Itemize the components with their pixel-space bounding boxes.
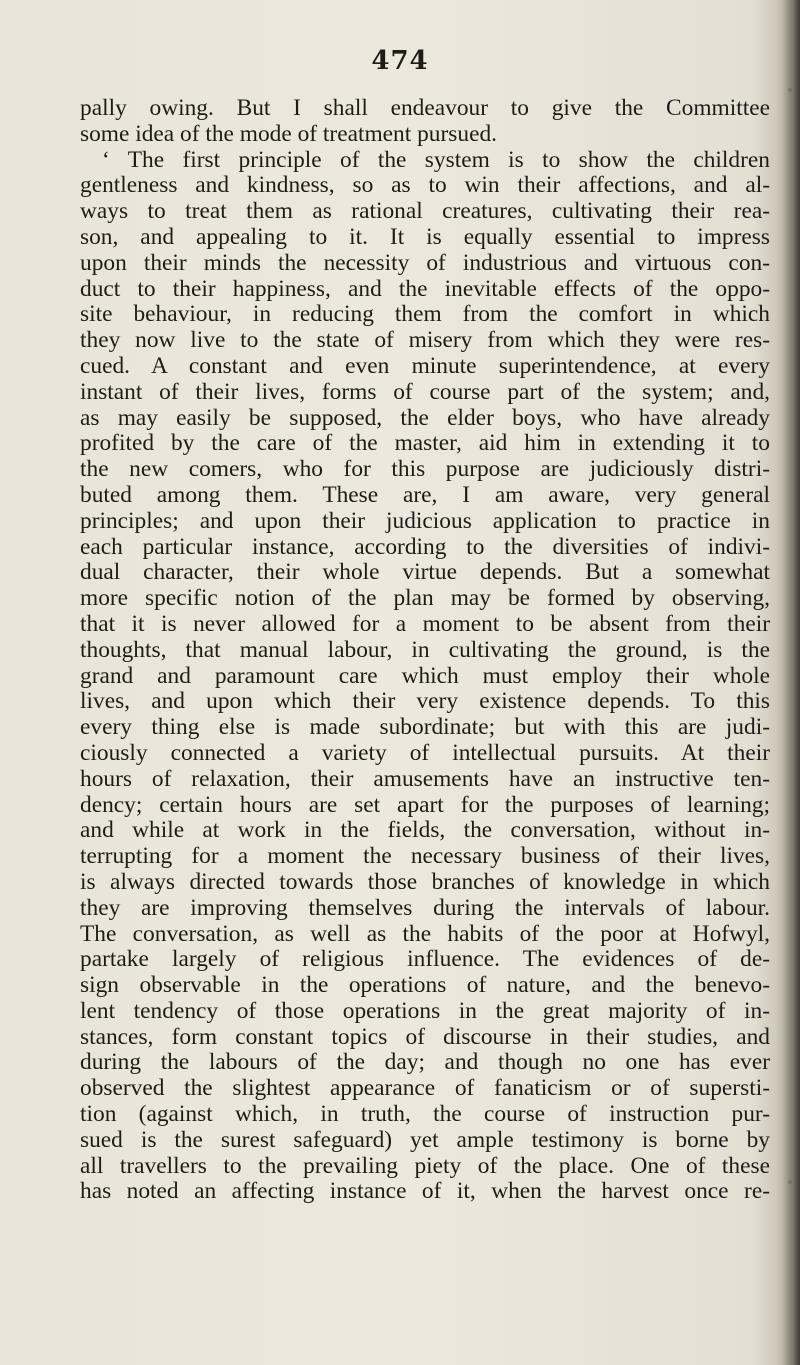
text-line: dency; certain hours are set apart for the purposes of learning; — [80, 792, 770, 818]
text-line: tion (against which, in truth, the course of instruction pur- — [80, 1102, 770, 1128]
text-line: cued. A constant and even minute superintendence, at every — [80, 353, 770, 379]
text-line: and while at work in the fields, the conversation, without in- — [80, 818, 770, 844]
text-line: lent tendency of those operations in the great majority of in- — [80, 998, 770, 1024]
text-line: gentleness and kindness, so as to win their affections, and al- — [80, 173, 770, 199]
text-line: that it is never allowed for a moment to be absent from their — [80, 611, 770, 637]
text-line: The conversation, as well as the habits of the poor at Hofwyl, — [80, 921, 770, 947]
text-line: instant of their lives, forms of course part of the system; and, — [80, 379, 770, 405]
text-line: ways to treat them as rational creatures, cultivating their rea- — [80, 199, 770, 225]
text-line: the new comers, who for this purpose are judiciously distri- — [80, 457, 770, 483]
text-line: ciously connected a variety of intellectual pursuits. At their — [80, 740, 770, 766]
body-text — [80, 96, 770, 1205]
text-line: has noted an affecting instance of it, when the harvest once re- — [80, 1179, 770, 1205]
text-line: every thing else is made subordinate; but with this are judi- — [80, 715, 770, 741]
text-line: hours of relaxation, their amusements have an instructive ten- — [80, 766, 770, 792]
page-edge-shadow — [782, 0, 800, 1365]
text-line: they are improving themselves during the intervals of labour. — [80, 895, 770, 921]
text-line: sued is the surest safeguard) yet ample testimony is borne by — [80, 1127, 770, 1153]
text-line: observed the slightest appearance of fanaticism or of supersti- — [80, 1076, 770, 1102]
text-line: lives, and upon which their very existence depends. To this — [80, 689, 770, 715]
text-line: upon their minds the necessity of industrious and virtuous con- — [80, 250, 770, 276]
text-line: all travellers to the prevailing piety of the place. One of these — [80, 1153, 770, 1179]
text-line: more specific notion of the plan may be formed by observing, — [80, 586, 770, 612]
text-line: buted among them. These are, I am aware, very general — [80, 482, 770, 508]
text-line: thoughts, that manual labour, in cultivating the ground, is the — [80, 637, 770, 663]
text-line: profited by the care of the master, aid him in extending it to — [80, 431, 770, 457]
text-line: sign observable in the operations of nature, and the benevo- — [80, 973, 770, 999]
margin-speck — [788, 1180, 792, 1184]
text-line: they now live to the state of misery from which they were res- — [80, 328, 770, 354]
page-number: 474 — [371, 46, 429, 76]
text-line: dual character, their whole virtue depends. But a somewhat — [80, 560, 770, 586]
text-line: son, and appealing to it. It is equally essential to impress — [80, 224, 770, 250]
text-line: site behaviour, in reducing them from the comfort in which — [80, 302, 770, 328]
text-line: stances, form constant topics of discourse in their studies, and — [80, 1024, 770, 1050]
text-line: each particular instance, according to the diversities of indivi- — [80, 534, 770, 560]
text-line: duct to their happiness, and the inevitable effects of the oppo- — [80, 276, 770, 302]
text-line: terrupting for a moment the necessary business of their lives, — [80, 844, 770, 870]
text-line: ‘ The first principle of the system is to show the children — [102, 147, 770, 173]
text-line: some idea of the mode of treatment pursued. — [80, 121, 497, 147]
text-line: during the labours of the day; and though no one has ever — [80, 1050, 770, 1076]
text-line: as may easily be supposed, the elder boys, who have already — [80, 405, 770, 431]
margin-speck — [788, 88, 792, 92]
text-line: pally owing. But I shall endeavour to give the Committee — [80, 96, 770, 121]
text-line: principles; and upon their judicious application to practice in — [80, 508, 770, 534]
text-line: grand and paramount care which must employ their whole — [80, 663, 770, 689]
text-line: is always directed towards those branches of knowledge in which — [80, 869, 770, 895]
text-line: partake largely of religious influence. The evidences of de- — [80, 947, 770, 973]
